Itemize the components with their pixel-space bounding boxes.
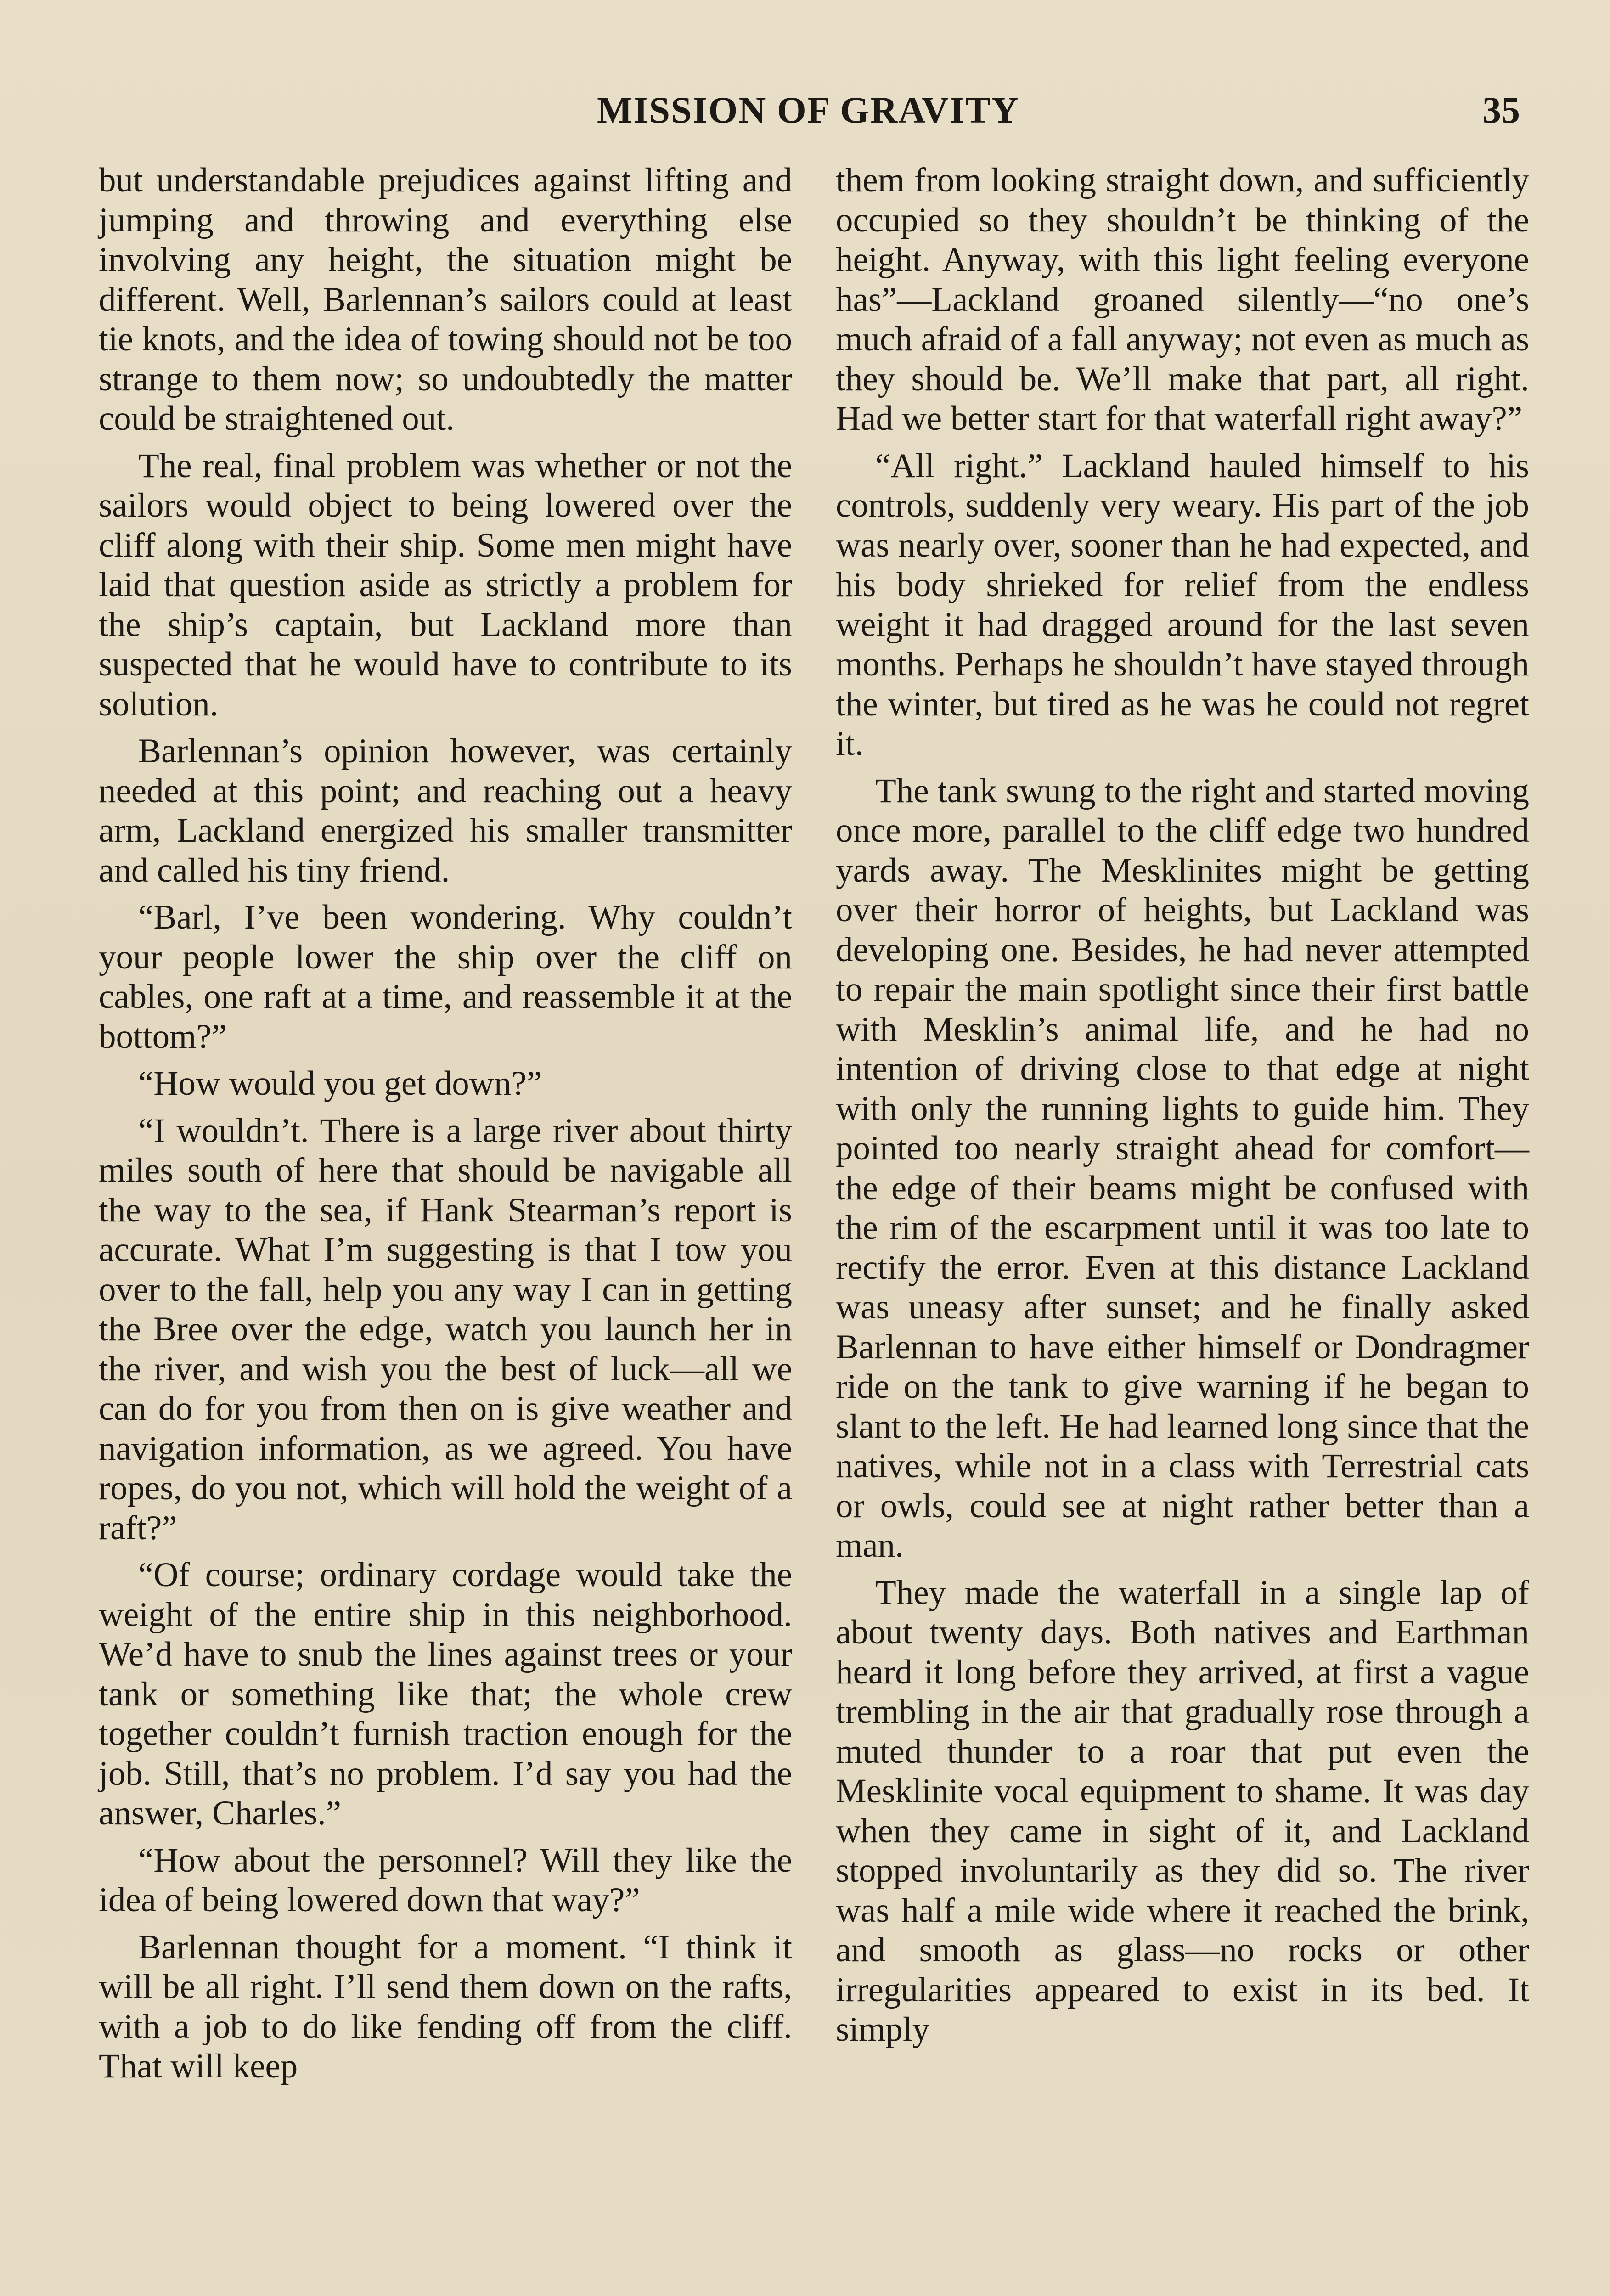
right-column bbox=[836, 161, 1529, 2057]
left-column bbox=[99, 161, 792, 2094]
paragraph: “I wouldn’t. There is a large river about thirty miles south of here that should be navigable all the way to the sea, if Hank Stearman’s report is accurate. What I’m suggesting is that I tow you over to the fall, help you any way I can in getting the Bree over the edge, watch you launch her in the river, and wish you the best of luck—all we can do for you from then on is give weather and navigation information, as we agreed. You have ropes, do you not, which will hold the weight of a raft?” bbox=[99, 1111, 792, 1547]
paragraph: The real, final problem was whether or not the sailors would object to being lowered over the cliff along with their ship. Some men might have laid that question aside as strictly a problem for the ship’s captain, but Lackland more than suspected that he would have to contribute to its solution. bbox=[99, 446, 792, 723]
paragraph: “How would you get down?” bbox=[138, 1064, 542, 1103]
paragraph: “All right.” Lackland hauled himself to his controls, suddenly very weary. His part of the job was nearly over, sooner than he had expected, and his body shrieked for relief from the endless weight it had dragged around for the last seven months. Perhaps he shouldn’t have stayed through the winter, but tired as he was he could not regret it. bbox=[836, 446, 1529, 763]
paragraph: Barlennan thought for a moment. “I think it will be all right. I’ll send them down on the rafts, with a job to do like fending off from the cliff. That will keep bbox=[99, 1928, 792, 2085]
paragraph: but understandable prejudices against lifting and jumping and throwing and everything else involving any height, the situation might be different. Well, Barlennan’s sailors could at least tie knots, and the idea of towing should not be too strange to them now; so undoubtedly the matter could be straightened out. bbox=[99, 161, 792, 438]
running-title: MISSION OF GRAVITY bbox=[597, 89, 1019, 131]
paragraph: The tank swung to the right and started moving once more, parallel to the cliff edge two hundred yards away. The Mesklinites might be getting over their horror of heights, but Lackland was developing one. Besides, he had never attempted to repair the main spotlight since their first battle with Mesklin’s animal life, and he had no intention of driving close to that edge at night with only the running lights to guide him. They pointed too nearly straight ahead for comfort—the edge of their beams might be confused with the rim of the escarpment until it was too late to rectify the error. Even at this distance Lackland was uneasy after sunset; and he finally asked Barlennan to have either himself or Dondragmer ride on the tank to give warning if he began to slant to the left. He had learned long since that the natives, while not in a class with Terrestrial cats or owls, could see at night rather better than a man. bbox=[836, 771, 1529, 1564]
paragraph: them from looking straight down, and sufficiently occupied so they shouldn’t be thinking of the height. Anyway, with this light feeling everyone has”—Lackland groaned silently—“no one’s much afraid of a fall anyway; not even as much as they should be. We’ll make that part, all right. Had we better start for that waterfall right away?” bbox=[836, 161, 1529, 438]
paragraph: “How about the personnel? Will they like the idea of being lowered down that way?” bbox=[99, 1841, 792, 1919]
paragraph: “Of course; ordinary cordage would take the weight of the entire ship in this neighborhood. We’d have to snub the lines against trees or your tank or something like that; the whole crew together couldn’t furnish traction enough for the job. Still, that’s no problem. I’d say you had the answer, Charles.” bbox=[99, 1556, 792, 1832]
paragraph: “Barl, I’ve been wondering. Why couldn’t your people lower the ship over the cliff on cables, one raft at a time, and reassemble it at the bottom?” bbox=[99, 898, 792, 1056]
page-header bbox=[96, 83, 1520, 138]
paragraph: Barlennan’s opinion however, was certainly needed at this point; and reaching out a heavy arm, Lackland energized his smaller transmitter and called his tiny friend. bbox=[99, 732, 792, 889]
paragraph: They made the waterfall in a single lap of about twenty days. Both natives and Earthman heard it long before they arrived, at first a vague trembling in the air that gradually rose through a muted thunder to a roar that put even the Mesklinite vocal equipment to shame. It was day when they came in sight of it, and Lackland stopped involuntarily as they did so. The river was half a mile wide where it reached the brink, and smooth as glass—no rocks or other irregularities appeared to exist in its bed. It simply bbox=[836, 1573, 1529, 2048]
page-number: 35 bbox=[1482, 89, 1520, 131]
